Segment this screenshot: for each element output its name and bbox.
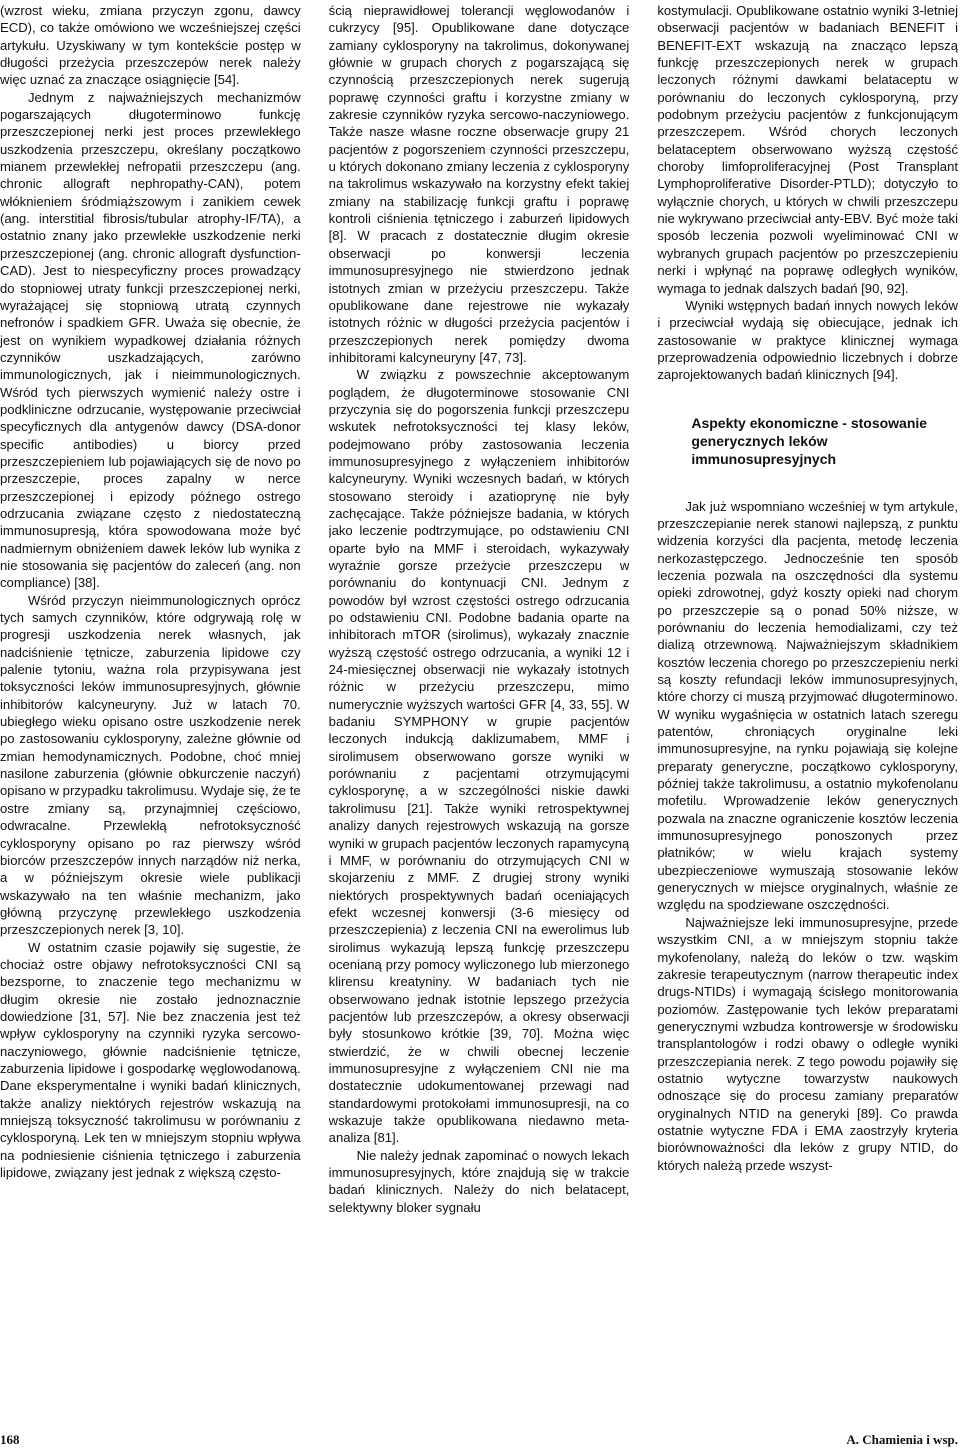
section-heading: Aspekty ekonomiczne - stosowanie generycznych leków immunosupresyjnych: [691, 414, 928, 467]
paragraph: Wyniki wstępnych badań innych nowych leków i przeciwciał wydają się obiecujące, jednak ich zastosowanie w praktyce klinicznej wymaga przeprowadzenia odpowiednio liczebnych i dobrze zaprojektowanych badań klinicznych [94].: [657, 297, 959, 383]
text-column-1: [0, 2, 301, 1398]
journal-name: A. Chamienia i wsp.: [846, 1432, 958, 1447]
paragraph: ścią nieprawidłowej tolerancji węglowodanów i cukrzycy [95]. Opublikowane dane dotyczące zamiany cyklosporyny na takrolimus, dokonywanej głównie w grupach chorych z pogarszającą się czynnością przeszczepionych nerek sugerują poprawę czynności graftu i korzystne zmiany w zakresie czynników ryzyka sercowo-naczyniowego. Także nasze własne roczne obserwacje grupy 21 pacjentów z pogorszeniem czynności przeszczepu, u których dokonano zmiany leczenia z cyklosporyny na takrolimus wskazywało na korzystny efekt takiej zmiany na stabilizację funkcji graftu i poprawę kontroli ciśnienia tętniczego i zaburzeń lipidowych [8]. W pracach z dostatecznie długim okresie obserwacji po konwersji leczenia immunosupresyjnego nie stwierdzono jednak istotnych zmian w przeżyciu przeszczepu. Także opublikowane dane rejestrowe nie wykazały istotnych różnic w długości przeżycia pacjentów i przeszczepionych nerek pomiędzy dwoma inhibitorami kalcyneuryny [47, 73].: [328, 3, 630, 365]
text-columns: [0, 2, 958, 1398]
paragraph: Nie należy jednak zapominać o nowych lekach immunosupresyjnych, które znajdują się w trakcie badań klinicznych. Należy do nich belatacept, selektywny bloker sygnału: [328, 1147, 630, 1215]
paragraph: Najważniejsze leki immunosupresyjne, przede wszystkim CNI, a w mniejszym stopniu także mykofenolany, należą do leków o tzw. wąskim zakresie terapeutycznym (narrow therapeutic index drugs-NTIDs) i wymagają ścisłego monitorowania poziomów. Zastępowanie tych leków preparatami generycznymi wzbudza kontrowersje w środowisku transplantologów i rodzi obawy o odległe wyniki przeszczepiania nerek. Z tego powodu pojawiły się ostatnio wytyczne towarzystw naukowych odnoszące się do procesu zamiany preparatów oryginalnych NTID na generyki [89]. Co prawda ostatnie wytyczne FDA i EMA zaostrzyły kryteria biorównoważności dla leków z grupy NTID, do których należą przede wszyst-: [657, 914, 959, 1173]
paragraph: W związku z powszechnie akceptowanym poglądem, że długoterminowe stosowanie CNI przyczynia się do pogorszenia funkcji przeszczepu wskutek nefrotoksyczności tej klasy leków, podejmowano próby zastosowania leczenia immunosupresyjnego z wyłączeniem inhibitorów kalcyneuryny. Wyniki wczesnych badań, w których stosowano steroidy i azatioprynę nie były zachęcające. Także późniejsze badania, w których jako leczenie podtrzymujące, po odstawieniu CNI oparte było na MMF i steroidach, wykazywały wyraźnie gorsze przeżycie przeszczepu w porównaniu do kontynuacji CNI. Jednym z powodów był wzrost częstości ostrego odrzucania po odstawieniu CNI. Podobne badania oparte na inhibitorach mTOR (sirolimus), wykazały znacznie wyższą częstość ostrego odrzucania, a wyniki 12 i 24-miesięcznej obserwacji nie wykazały istotnych różnic w przeżyciu przeszczepu, mimo numerycznie wyższych wartości GFR [4, 33, 55]. W badaniu SYMPHONY w grupie pacjentów leczonych indukcją daklizumabem, MMF i sirolimusem obserwowano gorsze wyniki w porównaniu z pacjentami otrzymującymi cyklosporynę, a w szczególności niskie dawki takrolimusu [21]. Także wyniki retrospektywnej analizy danych rejestrowych wskazują na gorsze wyniki w grupach pacjentów leczonych rapamycyną i MMF, w porównaniu do otrzymujących CNI w skojarzeniu z MMF. Z drugiej strony wyniki niektórych prospektywnych badań oceniających efekt wczesnej konwersji (3-6 miesięcy od przeszczepienia) z leczenia CNI na ewerolimus lub sirolimus wykazują lepszą funkcję przeszczepu ocenianą przy pomocy wyliczonego lub mierzonego klirensu kreatyniny. W badaniach tych nie obserwowano jednak istotnie lepszego przeżycia pacjentów lub przeszczepów, a okresy obserwacji były stosunkowo krótkie [39, 70]. Można więc stwierdzić, że w chwili obecnej leczenie immunosupresyjne z wyłączeniem CNI nie ma dostatecznie udokumentowanej przewagi nad standardowymi protokołami immunosupresji, na co wskazuje także opublikowana niedawno meta-analiza [81].: [328, 367, 630, 1146]
paragraph: Wśród przyczyn nieimmunologicznych oprócz tych samych czynników, które odgrywają rolę w progresji uszkodzenia nerek własnych, jak nadciśnienie tętnicze, zaburzenia lipidowe czy palenie tytoniu, ważna rola przypisywana jest toksyczności leków immunosupresyjnych, głównie inhibitorów kalcyneuryny. Już w latach 70. ubiegłego wieku opisano ostre uszkodzenie nerek po zastosowaniu cyklosporyny, zależne głównie od zmian hemodynamicznych. Podobne, choć mniej nasilone zaburzenia (głównie obkurczenie naczyń) opisano w przypadku takrolimusu. Wydaje się, że te ostre zmiany są, przynajmniej częściowo, odwracalne. Przewlekłą nefrotoksyczność cyklosporyny opisano po raz pierwszy wśród biorców przeszczepów innych narządów niż nerka, a w późniejszym okresie wiele publikacji wskazywało na ten właśnie mechanizm, jako główną przyczynę przewlekłego uszkodzenia przeszczepionych nerek [3, 10].: [0, 592, 301, 938]
paragraph: (wzrost wieku, zmiana przyczyn zgonu, dawcy ECD), co także omówiono we wcześniejszej części artykułu. Uzyskiwany w tym kontekście postęp w długości przeżycia przeszczepów nerek należy więc uznać za znaczące osiągnięcie [54].: [0, 3, 301, 88]
paragraph: Jednym z najważniejszych mechanizmów pogarszających długoterminowo funkcję przeszczepionej nerki jest proces przewlekłego uszkodzenia przeszczepu, określany początkowo mianem przewlekłej nefropatii przeszczepu (ang. chronic allograft nephropathy-CAN), potem włóknieniem śródmiąższowym i zanikiem cewek (ang. interstitial fibrosis/tubular atrophy-IF/TA), a ostatnio znany jako przewlekłe uszkodzenie nerki przeszczepionej (ang. chronic allograft dysfunction-CAD). Jest to niespecyficzny proces prowadzący do stopniowej utraty funkcji przeszczepionej nerki, wyrażającej się stopniową utratą czynnych nefronów i spadkiem GFR. Uważa się obecnie, że jest on wynikiem wypadkowej działania różnych czynników uszkadzających, zarówno immunologicznych, jak i nieimmunologicznych. Wśród tych pierwszych wymienić należy ostre i podkliniczne odrzucanie, występowanie przeciwciał specyficznych dla antygenów dawcy (DSA-donor specific antibodies) u biorcy przed przeszczepieniem lub pojawiających się de novo po przeszczepie, proces zapalny w nerce przeszczepionej i epizody późnego ostrego odrzucania związane często z niedostateczną immunosupresją, która spowodowana może być nadmiernym obniżeniem dawek leków lub wynika z nie stosowania się pacjentów do zaleceń (ang. non compliance) [38].: [0, 89, 301, 591]
page-number: 168: [0, 1432, 20, 1447]
paragraph: kostymulacji. Opublikowane ostatnio wyniki 3-letniej obserwacji pacjentów w badaniach BENEFIT i BENEFIT-EXT wskazują na znacząco lepszą funkcję przeszczepionych nerek w grupach leczonych różnymi dawkami belataceptu w porównaniu do leczonych cyklosporyną, przy podobnym przeżyciu pacjentów z funkcjonującym przeszczepem. Wśród chorych leczonych belataceptem obserwowano wyższą częstość choroby limfoproliferacyjnej (Post Transplant Lymphoproliferative Disorder-PTLD); dotyczyło to wyłącznie chorych, u których w chwili przeszczepu nie wykrywano przeciwciał anty-EBV. Być może taki sposób leczenia pozwoli wyeliminować CNI w wybranych grupach pacjentów po przeszczepieniu nerki i wpłynąć na poprawę odległych wyników, wymaga to jednak dalszych badań [90, 92].: [657, 3, 959, 296]
paragraph: W ostatnim czasie pojawiły się sugestie, że chociaż ostre objawy nefrotoksyczności CNI są bezsporne, to znaczenie tego mechanizmu w długim okresie nie zostało jednoznacznie dowiedzione [31, 57]. Nie bez znaczenia jest też wpływ cyklosporyny na czynniki ryzyka sercowo-naczyniowego, głównie nadciśnienie tętnicze, zaburzenia lipidowe i gospodarkę węglowodanową. Dane eksperymentalne i wyniki badań klinicznych, także analizy niektórych rejestrów wskazują na mniejszą toksyczność takrolimusu w porównaniu z cyklosporyną. Lek ten w mniejszym stopniu wpływa na podniesienie ciśnienia tętniczego i zaburzenia lipidowe, związany jest jednak z większą często-: [0, 939, 301, 1181]
paragraph: Jak już wspomniano wcześniej w tym artykule, przeszczepianie nerek stanowi najlepszą, z punktu widzenia korzyści dla pacjenta, metodę leczenia nerkozastępczego. Jednocześnie ten sposób leczenia pozwala na oszczędności dla systemu opieki zdrowotnej, gdyż koszty opieki nad chorym po przeszczepie są o ponad 50% niższe, w porównaniu do leczenia hemodializami, czy też dializą otrzewnową. Najważniejszym składnikiem kosztów leczenia chorego po przeszczepieniu nerki są koszty refundacji leków immunosupresyjnych, które chorzy ci muszą przyjmować długoterminowo. W wyniku wygaśnięcia w ostatnich latach szeregu patentów, chroniących oryginalne leki immunosupresyjne, na rynku pojawiają się kolejne preparaty generyczne, początkowo cyklosporyny, później także takrolimusu, a ostatnio mykofenolanu mofetilu. Wprowadzenie leków generycznych pozwala na znaczne ograniczenie kosztów leczenia immunosupresyjnego ponoszonych przez płatników; w wielu krajach systemy ubezpieczeniowe wymuszają stosowanie leków generycznych w miejsce oryginalnych, właśnie ze względu na spodziewane oszczędności.: [657, 498, 959, 913]
page-footer: [0, 1432, 958, 1452]
text-column-3: [657, 2, 958, 1398]
text-column-2: [329, 2, 630, 1398]
